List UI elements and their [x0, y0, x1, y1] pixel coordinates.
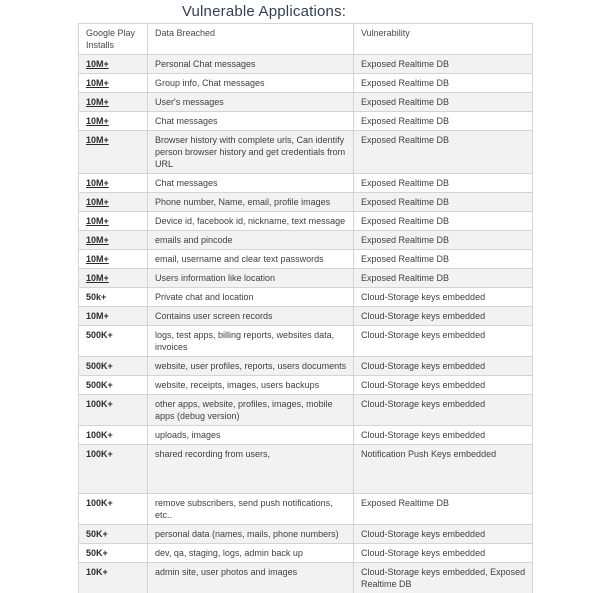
data-breached-cell: Private chat and location: [148, 288, 354, 307]
column-header-google-play-installs: Google Play Installs: [79, 24, 148, 55]
table-row: [79, 307, 533, 326]
vulnerability-cell: Cloud-Storage keys embedded: [354, 426, 533, 445]
data-breached-cell: remove subscribers, send push notifications, etc..: [148, 494, 354, 525]
data-breached-cell: Browser history with complete urls, Can identify person browser history and get credentials from URL: [148, 131, 354, 174]
data-breached-cell: Device id, facebook id, nickname, text message: [148, 212, 354, 231]
table-row: [79, 426, 533, 445]
installs-cell: 10M+: [79, 112, 148, 131]
vulnerability-cell: Exposed Realtime DB: [354, 93, 533, 112]
data-breached-cell: uploads, images: [148, 426, 354, 445]
installs-cell: 10M+: [79, 131, 148, 174]
data-breached-cell: emails and pincode: [148, 231, 354, 250]
installs-cell: 100K+: [79, 445, 148, 494]
vulnerability-cell: Cloud-Storage keys embedded: [354, 395, 533, 426]
installs-cell: 10M+: [79, 193, 148, 212]
data-breached-cell: Chat messages: [148, 112, 354, 131]
vulnerability-cell: Exposed Realtime DB: [354, 131, 533, 174]
table-row: [79, 494, 533, 525]
installs-cell: 50K+: [79, 525, 148, 544]
table-header: [79, 24, 533, 55]
vulnerability-cell: Exposed Realtime DB: [354, 269, 533, 288]
data-breached-cell: logs, test apps, billing reports, websites data, invoices: [148, 326, 354, 357]
data-breached-cell: User's messages: [148, 93, 354, 112]
vulnerability-cell: Exposed Realtime DB: [354, 74, 533, 93]
vulnerability-cell: Cloud-Storage keys embedded: [354, 288, 533, 307]
data-breached-cell: admin site, user photos and images: [148, 563, 354, 593]
table-row: [79, 74, 533, 93]
data-breached-cell: Phone number, Name, email, profile images: [148, 193, 354, 212]
table-row: [79, 357, 533, 376]
vulnerability-cell: Exposed Realtime DB: [354, 494, 533, 525]
data-breached-cell: Users information like location: [148, 269, 354, 288]
installs-cell: 100K+: [79, 494, 148, 525]
vulnerability-cell: Cloud-Storage keys embedded, Exposed Realtime DB: [354, 563, 533, 593]
data-breached-cell: personal data (names, mails, phone numbers): [148, 525, 354, 544]
installs-cell: 500K+: [79, 376, 148, 395]
vulnerability-cell: Cloud-Storage keys embedded: [354, 544, 533, 563]
installs-cell: 100K+: [79, 426, 148, 445]
table-row: [79, 395, 533, 426]
table-row: [79, 193, 533, 212]
vulnerability-cell: Exposed Realtime DB: [354, 212, 533, 231]
data-breached-cell: website, user profiles, reports, users documents: [148, 357, 354, 376]
header-row: [79, 24, 533, 55]
data-breached-cell: Chat messages: [148, 174, 354, 193]
data-breached-cell: other apps, website, profiles, images, mobile apps (debug version): [148, 395, 354, 426]
vulnerability-cell: Exposed Realtime DB: [354, 112, 533, 131]
installs-cell: 10M+: [79, 93, 148, 112]
table-row: [79, 288, 533, 307]
installs-cell: 10M+: [79, 174, 148, 193]
table-body: [79, 55, 533, 593]
installs-cell: 500K+: [79, 326, 148, 357]
vulnerability-cell: Notification Push Keys embedded: [354, 445, 533, 494]
installs-cell: 50K+: [79, 544, 148, 563]
table-row: [79, 55, 533, 74]
table-row: [79, 131, 533, 174]
data-breached-cell: shared recording from users,: [148, 445, 354, 494]
installs-cell: 10M+: [79, 307, 148, 326]
table-row: [79, 544, 533, 563]
installs-cell: 10M+: [79, 55, 148, 74]
table-row: [79, 563, 533, 593]
vulnerability-cell: Exposed Realtime DB: [354, 55, 533, 74]
installs-cell: 500K+: [79, 357, 148, 376]
data-breached-cell: Personal Chat messages: [148, 55, 354, 74]
vulnerability-cell: Exposed Realtime DB: [354, 250, 533, 269]
vulnerability-cell: Cloud-Storage keys embedded: [354, 525, 533, 544]
vulnerability-cell: Cloud-Storage keys embedded: [354, 376, 533, 395]
data-breached-cell: Group info, Chat messages: [148, 74, 354, 93]
table-row: [79, 212, 533, 231]
data-breached-cell: dev, qa, staging, logs, admin back up: [148, 544, 354, 563]
installs-cell: 10K+: [79, 563, 148, 593]
page-title: Vulnerable Applications:: [181, 3, 347, 20]
column-header-data-breached: Data Breached: [148, 24, 354, 55]
installs-cell: 50k+: [79, 288, 148, 307]
table-row: [79, 93, 533, 112]
vulnerable-apps-table: [78, 23, 533, 593]
table-row: [79, 525, 533, 544]
vulnerability-cell: Exposed Realtime DB: [354, 174, 533, 193]
vulnerability-cell: Exposed Realtime DB: [354, 231, 533, 250]
vulnerability-cell: Exposed Realtime DB: [354, 193, 533, 212]
table-row: [79, 112, 533, 131]
table-row: [79, 445, 533, 494]
column-header-vulnerability: Vulnerability: [354, 24, 533, 55]
vulnerability-cell: Cloud-Storage keys embedded: [354, 357, 533, 376]
installs-cell: 100K+: [79, 395, 148, 426]
table-row: [79, 269, 533, 288]
vulnerability-cell: Cloud-Storage keys embedded: [354, 307, 533, 326]
data-breached-cell: email, username and clear text passwords: [148, 250, 354, 269]
installs-cell: 10M+: [79, 231, 148, 250]
installs-cell: 10M+: [79, 250, 148, 269]
installs-cell: 10M+: [79, 212, 148, 231]
table-row: [79, 326, 533, 357]
installs-cell: 10M+: [79, 269, 148, 288]
table-row: [79, 250, 533, 269]
table-row: [79, 231, 533, 250]
table-row: [79, 174, 533, 193]
vulnerability-cell: Cloud-Storage keys embedded: [354, 326, 533, 357]
data-breached-cell: Contains user screen records: [148, 307, 354, 326]
installs-cell: 10M+: [79, 74, 148, 93]
data-breached-cell: website, receipts, images, users backups: [148, 376, 354, 395]
table-row: [79, 376, 533, 395]
